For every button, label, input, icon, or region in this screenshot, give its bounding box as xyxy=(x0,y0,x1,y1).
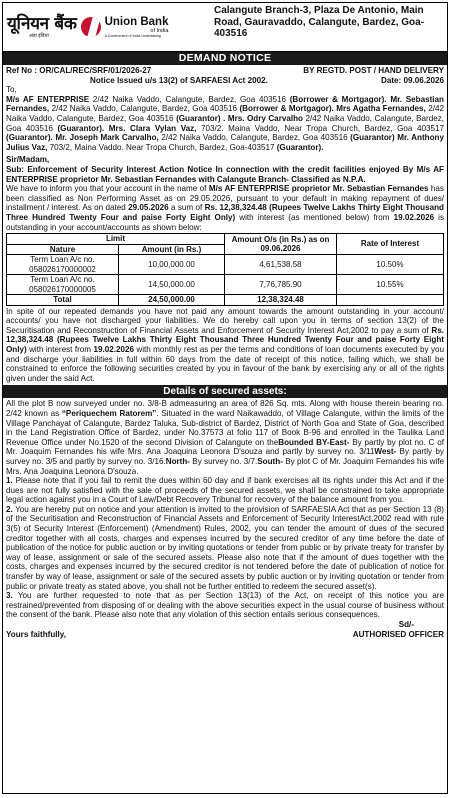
table-row xyxy=(7,255,444,275)
authorised-officer: AUTHORISED OFFICER xyxy=(352,629,444,639)
signature-mark: Sd/- xyxy=(398,620,414,629)
demand-notice xyxy=(2,2,448,794)
total-label: Total xyxy=(7,295,119,306)
addressee-name: Mrs. Odry Carvalho xyxy=(225,113,303,123)
outstanding-header: Amount O/s (in Rs.) as on 09.06.2026 xyxy=(225,234,337,255)
outstanding-table xyxy=(6,233,444,306)
notice-title: DEMAND NOTICE xyxy=(3,52,447,65)
loan-amount: 14,50,000.00 xyxy=(119,275,225,295)
loan-outstanding: 4,61,538.58 xyxy=(225,255,337,275)
addressee-name: Mrs Agatha Fernandes, xyxy=(333,104,426,114)
addressee-address: 2/42 Naika Vaddo, Calangute, Bardez, Goa 403516 xyxy=(89,94,290,104)
npa-paragraph: We have to inform you that your account in the name of M/s AF ENTERPRISE proprietor Mr. Sebastian Fernandes has been classified as Non Performing Asset as on 29.05.2026, pursuant to your default in making repayment of dues/ installment / interest. As on dated 29.05.2026 a sum of Rs. 12,38,324.48 (Rupees Twelve Lakhs Thirty Eight Thousand Three Hundred Twenty Four and paise Forty Eight Only) with interest (as mentioned below) from 19.02.2026 is outstanding in your account/accounts as shown below: xyxy=(6,184,444,232)
loan-nature: Term Loan A/c no. 058026170000005 xyxy=(7,275,119,295)
note-item: 3. You are further requested to note that as per Section 13(13) of the Act, on receipt of this notice you are restrained/prevented from disposing of or dealing with the above securities expect in the usual course of business without the consent of the bank. Please also note that any violation of this section entails serious consequences. xyxy=(6,591,444,620)
loan-amount: 10,00,000.00 xyxy=(119,255,225,275)
reference-number: Ref No : OR/CAL/REC/SRF/01/2026-27 xyxy=(6,66,152,75)
total-row xyxy=(7,295,444,306)
nature-header: Nature xyxy=(7,244,119,255)
addressee-role: (Borrower & Mortgagor). xyxy=(289,94,387,104)
table-row xyxy=(7,275,444,295)
loan-nature: Term Loan A/c no. 058026170000002 xyxy=(7,255,119,275)
addressee-role: (Guarantor). xyxy=(6,133,53,143)
notice-date: Date: 09.06.2026 xyxy=(381,75,444,85)
note-item: 1. Please note that if you fail to remit the dues within 60 day and if bank exercises all its rights under this Act and if the dues are not fully satisfied with the sale of proceeds of the secured assets, we shall be constrained to take appropriate legal action against you in a Court of Law/Debt Recovery Tribunal for recovery of the balance amount from you. xyxy=(6,476,444,505)
subject-line: Sub: Enforcement of Security Interest Action Notice In connection with the credit facilities enjoyed By M/s AF ENTERPRISE proprietor Mr. Sebastian Fernandes with Calangute Branch- Classified as N.P.A. xyxy=(6,164,444,184)
loan-rate: 10.55% xyxy=(337,275,444,295)
addressee-block xyxy=(6,95,444,153)
bank-name-suffix: of India xyxy=(150,27,169,34)
addressee-name: Mr. Joseph Mark Carvalho, xyxy=(52,133,159,143)
demand-paragraph: In spite of our repeated demands you have not paid any amount towards the amount outstanding in your account/ accounts/ you have not discharged your liabilities. We do hereby call upon you in terms of section 13(2) of the Securitisation and Reconstruction of Financial Assets and Enforcement of Security Interest Act,2002 to pay a sum of Rs. 12,38,324.48 (Rupees Twelve Lakhs Thirty Eight Thousand Three Hundred Twenty Four and paise Forty Eight Only) with interest from 19.02.2026 with monthly rest as per the terms and conditions of loan documents executed by you and discharge your liabilities in full within 60 days from the date of receipt of this notice, failing which, we shall be constrained to enforce the following securities created by you in favour of the bank by exercising any or all of the rights given under the said Act. xyxy=(6,306,445,383)
letterhead xyxy=(3,3,447,52)
limit-header: Limit xyxy=(7,234,225,245)
addressee-name: Mrs. Clara Vylan Vaz, xyxy=(104,123,197,133)
bank-name: Union Bank xyxy=(104,15,169,28)
note-item: 2. You are hereby put on notice and your attention is invited to the provision of SARFAESIA Act that as per Section 13 (8) of the Securitisation and Reconstruction of Financial Assets and Enforcement of Security InterestAct,2002 read with rule 3(5) of Security Interest (Enforcement) (Amendment) Rules, 2002, you can tender the amount of dues of the secured creditor together with all costs, charges and expenses incurred by the secured creditor of any time before the date of publication of the notice for public auction or by inviting quotations or tender from public or by private treaty for transfer by way of lease, assignment or sale of the secured assets. Please also note that if the amount of dues together with the costs, charges and expenses incurred by the secured creditor is not tendered before the date of publication of notice for transfer by way of lease, assignment or sale of the secured assets by public auction or by inviting quotation or tender from public or private treaty as stated above, you shall not be further entitled to redeem the secured asset(s). xyxy=(6,504,444,591)
loan-outstanding: 7,76,785.90 xyxy=(225,275,337,295)
loan-rate: 10.50% xyxy=(337,255,444,275)
branch-address: Calangute Branch-3, Plaza De Antonio, Main Road, Gauravaddo, Calangute, Bardez, Goa-403516 xyxy=(214,5,425,39)
addressee-address: 2/42 Naika Vaddo, Calangute, Bardez, Goa 403516 xyxy=(49,104,240,114)
amount-header: Amount (in Rs.) xyxy=(119,244,225,255)
total-amount: 24,50,000.00 xyxy=(119,295,225,306)
to-label: To, xyxy=(6,85,17,95)
addressee-address: 2/42 Naika Vaddo, Calangute, Bardez, Goa 403516 xyxy=(158,133,351,143)
closing: Yours faithfully, xyxy=(6,629,66,639)
addressee-role: (Guarantor). xyxy=(276,142,324,152)
addressee-address: 2/42 Naika Vaddo, Calangute, Bardez, Goa 403516 xyxy=(6,104,444,123)
salutation: Sir/Madam, xyxy=(6,155,50,165)
addressee-role: (Guarantor). xyxy=(57,123,105,133)
rate-header: Rate of Interest xyxy=(337,234,444,255)
union-bank-logo-icon xyxy=(81,17,101,37)
addressee-address: 703/2. Maina Vaddo, Near Tropa Church, Bardez, Goa 403517 xyxy=(196,123,444,133)
bank-logo xyxy=(3,3,208,51)
hindi-subtitle: अंडा इंडिया xyxy=(29,33,49,39)
hindi-bank-name: यूनियन बैंक xyxy=(7,14,77,34)
notice-section: Notice Issued u/s 13(2) of SARFAESI Act 2002. xyxy=(90,75,268,85)
addressee-name: Mr. Anthony Julius Vaz, xyxy=(6,133,444,152)
addressee-address: 2/42 Naika Vaddo, Calangute, Bardez, Goa 403516 xyxy=(6,113,444,133)
secured-assets-heading: Details of secured assets: xyxy=(3,385,447,398)
addressee-name: M/s AF ENTERPRISE xyxy=(6,94,90,104)
addressee-address: 703/2, Maina Vaddo. Near Tropa Church, Bardez, Goa-403517 xyxy=(47,142,277,152)
addressee-role: (Guarantor) . xyxy=(176,113,226,123)
asset-description: All the plot B now surveyed under no. 3/8-B admeasuring an area of 826 Sq. mts. Along with house therein bearing no. 2/42 known as “Periquechem Ratorem”. Situated in the ward Naikawaddo, of Village Calangute, within the limits of the Village Panchayat of Calangute, Bardez Taluka, Sub-district of Bardez, District of North Goa and State of Goa, described in the Land Registration Office of Bardez, under No.37573 at folio 117 of Book B-96 and enrolled in the Taulika Land Revenue Office under No.1520 of the second Division of Calangute on theBounded BY-East- By partly by plot no. C of Mr. Joaquim Fernandes his wife Mrs. Ana Joaquina Leonora D'souza and partly by survey no. 3/11West- By partly by survey no. 3/5 and partly by survey no. 3/16.North- By survey no. 3/7.South- By plot C of Mr. Joaquim Fernandes his wife Mrs. Ana Joaquina Leonora D'souza. xyxy=(6,399,444,476)
addressee-name: Mr. Sebastian Fernandes, xyxy=(6,94,445,114)
addressee-role: (Borrower & Mortgagor). xyxy=(239,104,334,114)
delivery-mode: BY REGTD. POST / HAND DELIVERY xyxy=(303,66,444,75)
addressee-role: (Guarantor) xyxy=(350,133,395,143)
bank-tagline: A Government of India Undertaking xyxy=(104,33,161,38)
total-outstanding: 12,38,324.48 xyxy=(225,295,337,306)
